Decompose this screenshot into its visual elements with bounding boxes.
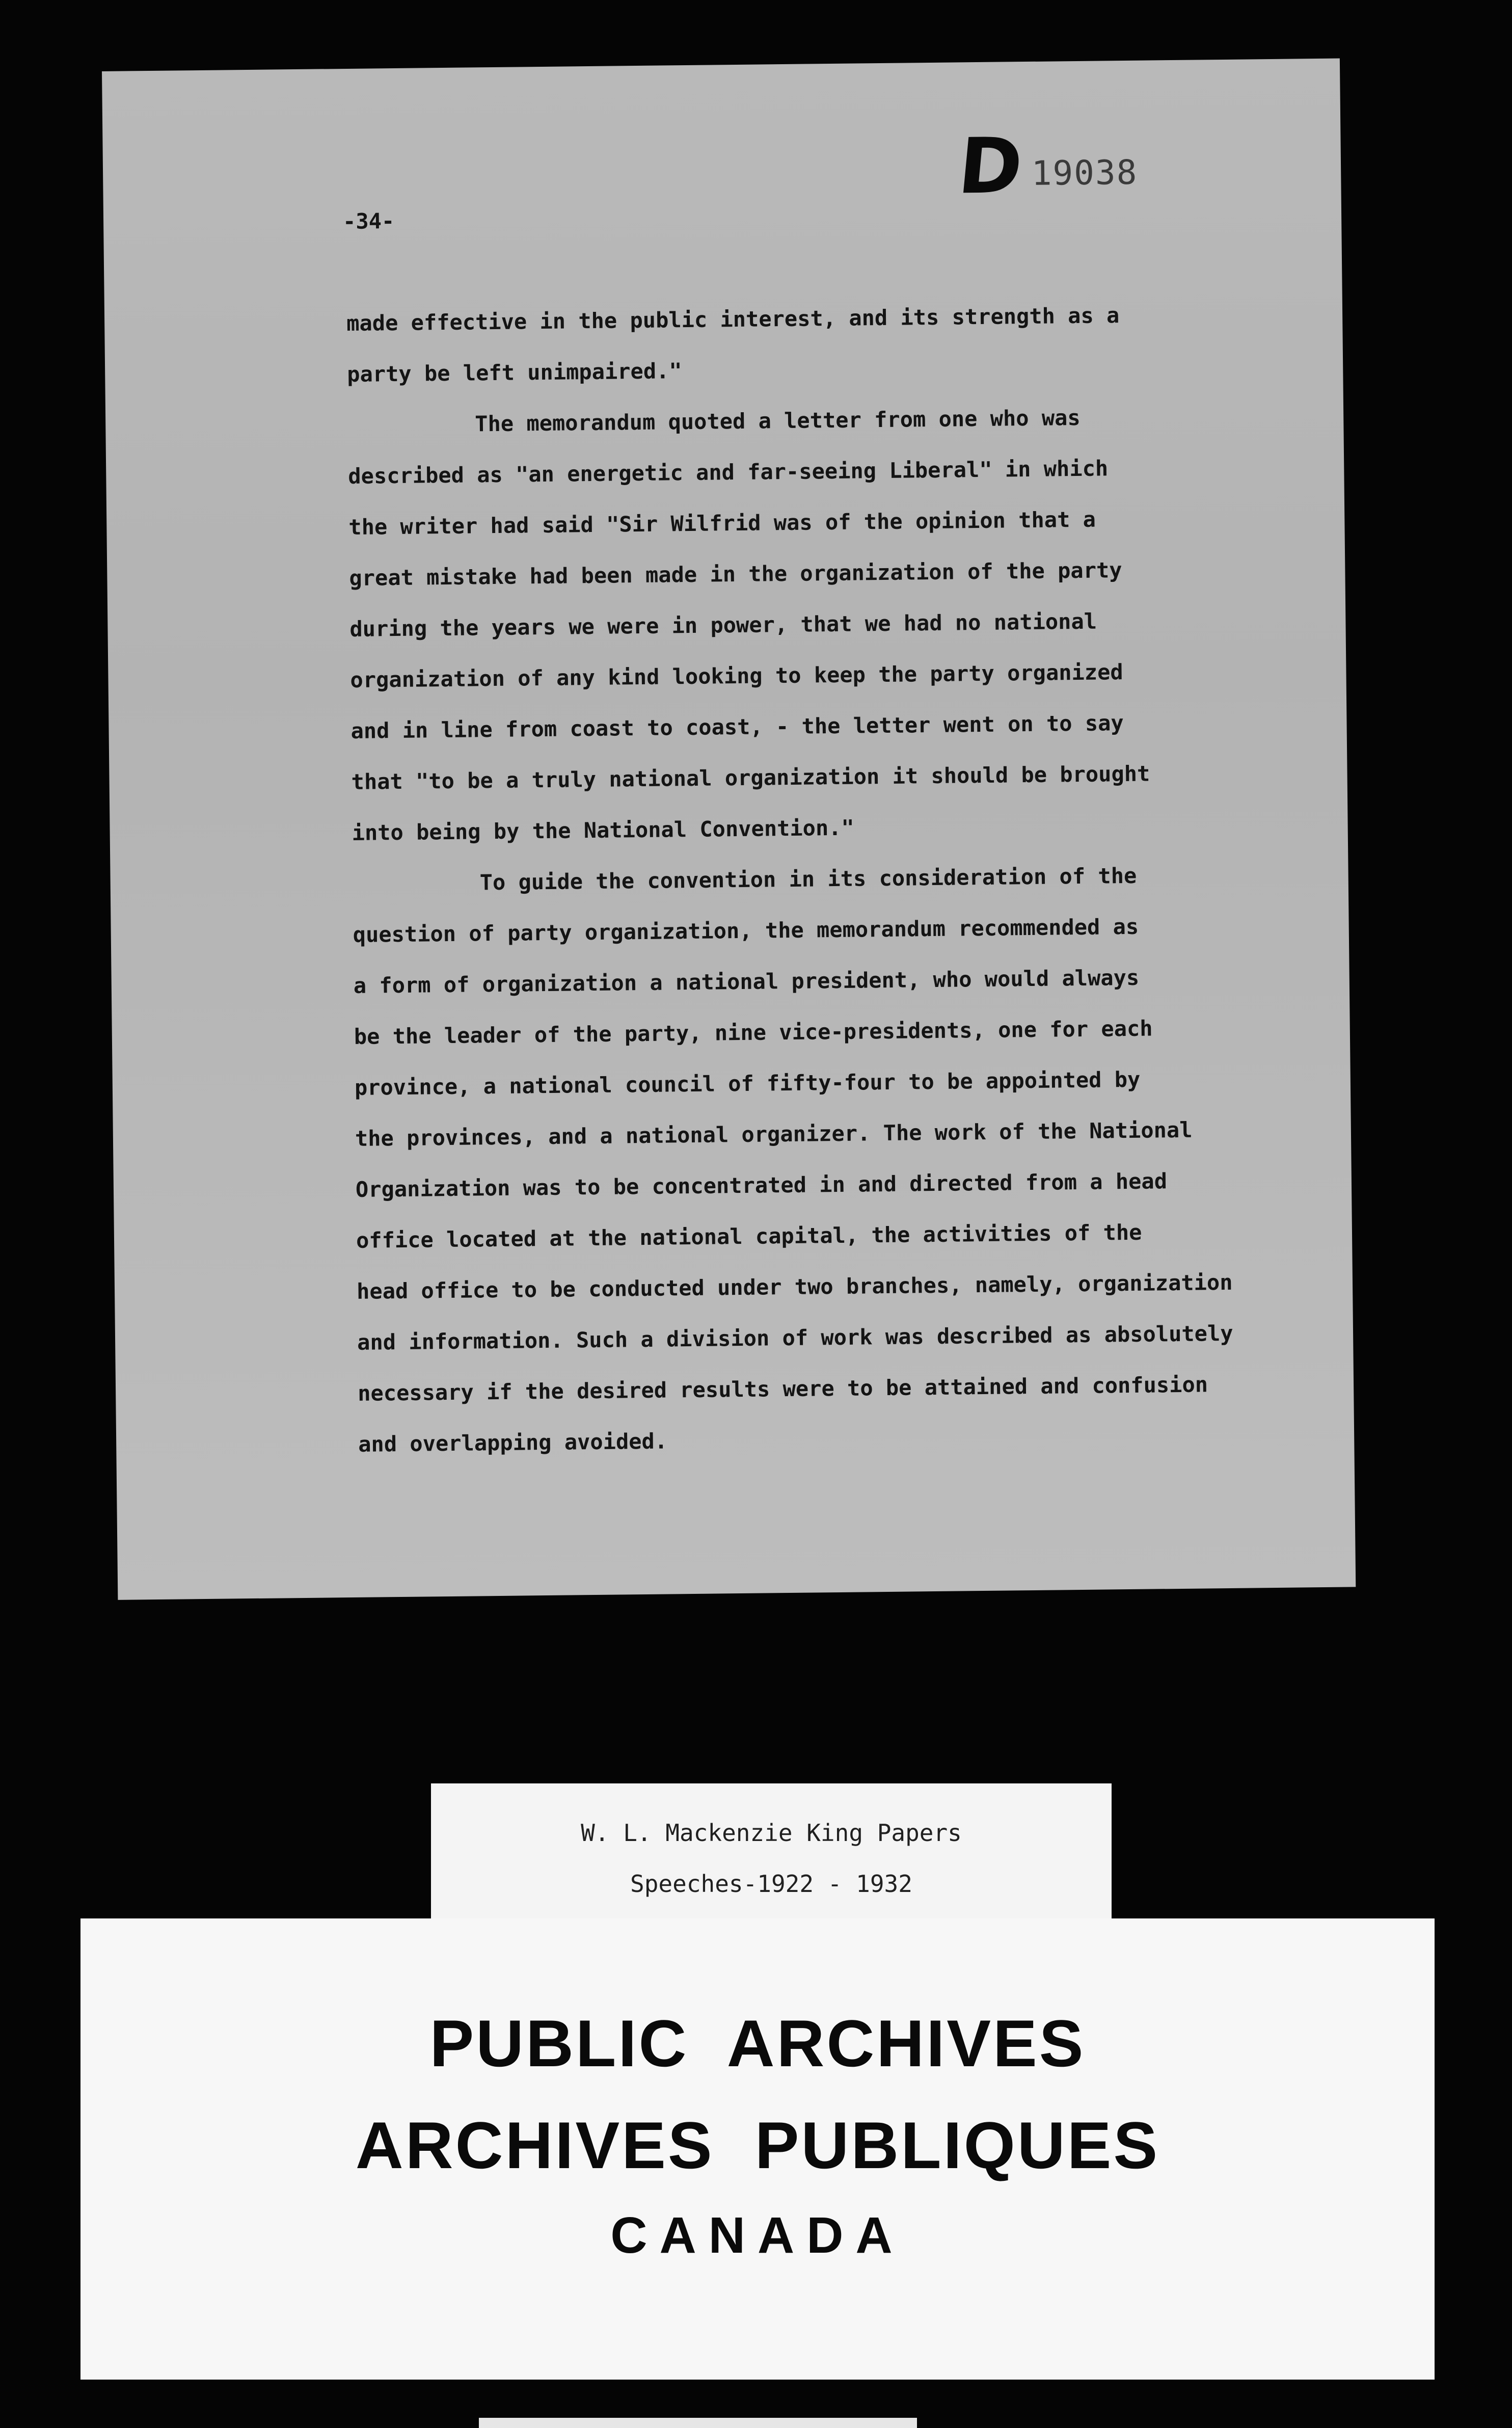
archives-country: CANADA: [610, 2207, 905, 2264]
archives-card: [80, 1918, 1435, 2380]
collection-title: W. L. Mackenzie King Papers: [581, 1819, 962, 1847]
page-number: -34-: [342, 208, 395, 234]
paragraph-1: made effective in the public interest, and its strength as a party be left unimpaired.": [346, 303, 1120, 387]
document-page: [102, 59, 1356, 1600]
card-tab: [479, 2418, 917, 2428]
paragraph-3: To guide the convention in its consideration of the question of party organization, the memorandum recommended as a form of organization a national president, who would always be the leader of the party, nine vice-presidents, one for each province, a national council of fifty-four to be appointed by the provinces, and a national organizer. The work of the National Organization was to be concentrated in and directed from a head office located at the national capital, the activities of the head office to be conducted under two branches, namely, organization and information. Such a division of work was described as absolutely necessary if the desired results were to be attained and confusion and overlapping avoided.: [353, 863, 1233, 1457]
collection-series: Speeches-1922 - 1932: [630, 1870, 912, 1898]
stamp-number: 19038: [1031, 152, 1138, 193]
archive-stamp: [954, 122, 1138, 211]
archives-title-english: PUBLIC ARCHIVES: [429, 2006, 1086, 2080]
paragraph-2: The memorandum quoted a letter from one who was described as "an energetic and far-seeing Liberal" in which the writer had said "Sir Wilfrid was of the opinion that a great mistake had been made in the organization of the party during the years we were in power, that we had no national organization of any kind looking to keep the party organized and in line from coast to coast, - the letter went on to say that "to be a truly national organization it should be brought into being by the National Convention.": [348, 405, 1150, 845]
collection-label: [431, 1783, 1112, 1936]
stamp-letter: D: [954, 122, 1027, 211]
archives-title-french: ARCHIVES PUBLIQUES: [355, 2108, 1160, 2182]
body-text: [346, 288, 1327, 1470]
